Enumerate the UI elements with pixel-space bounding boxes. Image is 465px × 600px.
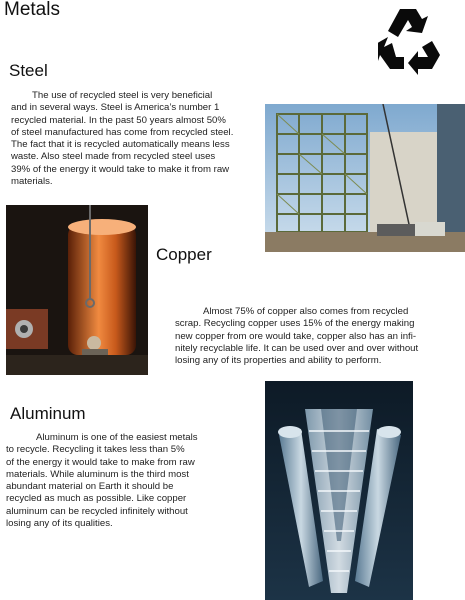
text-line: new copper from ore would take, copper also has an infi- <box>175 330 417 342</box>
text-line: Almost 75% of copper also comes from recycled <box>203 306 409 317</box>
section-heading-aluminum: Aluminum <box>10 404 86 423</box>
text-line: aluminum can be recycled infinitely without <box>6 505 188 517</box>
section-heading-steel: Steel <box>9 61 48 80</box>
text-line: The use of recycled steel is very beneficial <box>32 90 213 101</box>
text-line: of the energy it would take to make from raw <box>6 456 195 468</box>
text-line: Aluminum is one of the easiest metals <box>36 432 198 443</box>
copper-foundry-photo <box>6 205 148 375</box>
text-line: recycled as much as possible. Like copper <box>6 493 187 505</box>
text-line: to recycle. Recycling it takes less than 5% <box>6 444 185 456</box>
text-line: materials. <box>11 176 53 188</box>
steel-construction-photo <box>265 104 465 252</box>
text-line: recycled material. In the past 50 years almost 50% <box>11 114 226 126</box>
text-line: scrap. Recycling copper uses 15% of the energy making <box>175 318 415 330</box>
text-line: waste. Also steel made from recycled steel uses <box>11 151 216 163</box>
text-line: 39% of the energy it would take to make it from raw <box>11 163 230 175</box>
text-line: abundant material on Earth it should be <box>6 481 174 493</box>
text-line: materials. While aluminum is the third most <box>6 468 189 480</box>
steel-paragraph <box>11 90 263 188</box>
copper-paragraph <box>175 306 463 367</box>
aluminum-paragraph <box>6 432 258 530</box>
aluminum-structure-photo <box>265 381 413 600</box>
page-title: Metals <box>4 0 60 20</box>
recycle-icon <box>378 3 440 79</box>
text-line: of steel manufactured has come from recycled steel. <box>11 126 234 138</box>
section-heading-copper: Copper <box>156 245 212 264</box>
text-line: losing any of its properties and ability to perform. <box>175 355 382 367</box>
text-line: losing any of its qualities. <box>6 518 113 530</box>
text-line: The fact that it is recycled automatically means less <box>11 139 230 151</box>
text-line: and in several ways. Steel is America’s number 1 <box>11 102 220 114</box>
text-line: nitely recyclable life. It can be used over and over without <box>175 342 419 354</box>
